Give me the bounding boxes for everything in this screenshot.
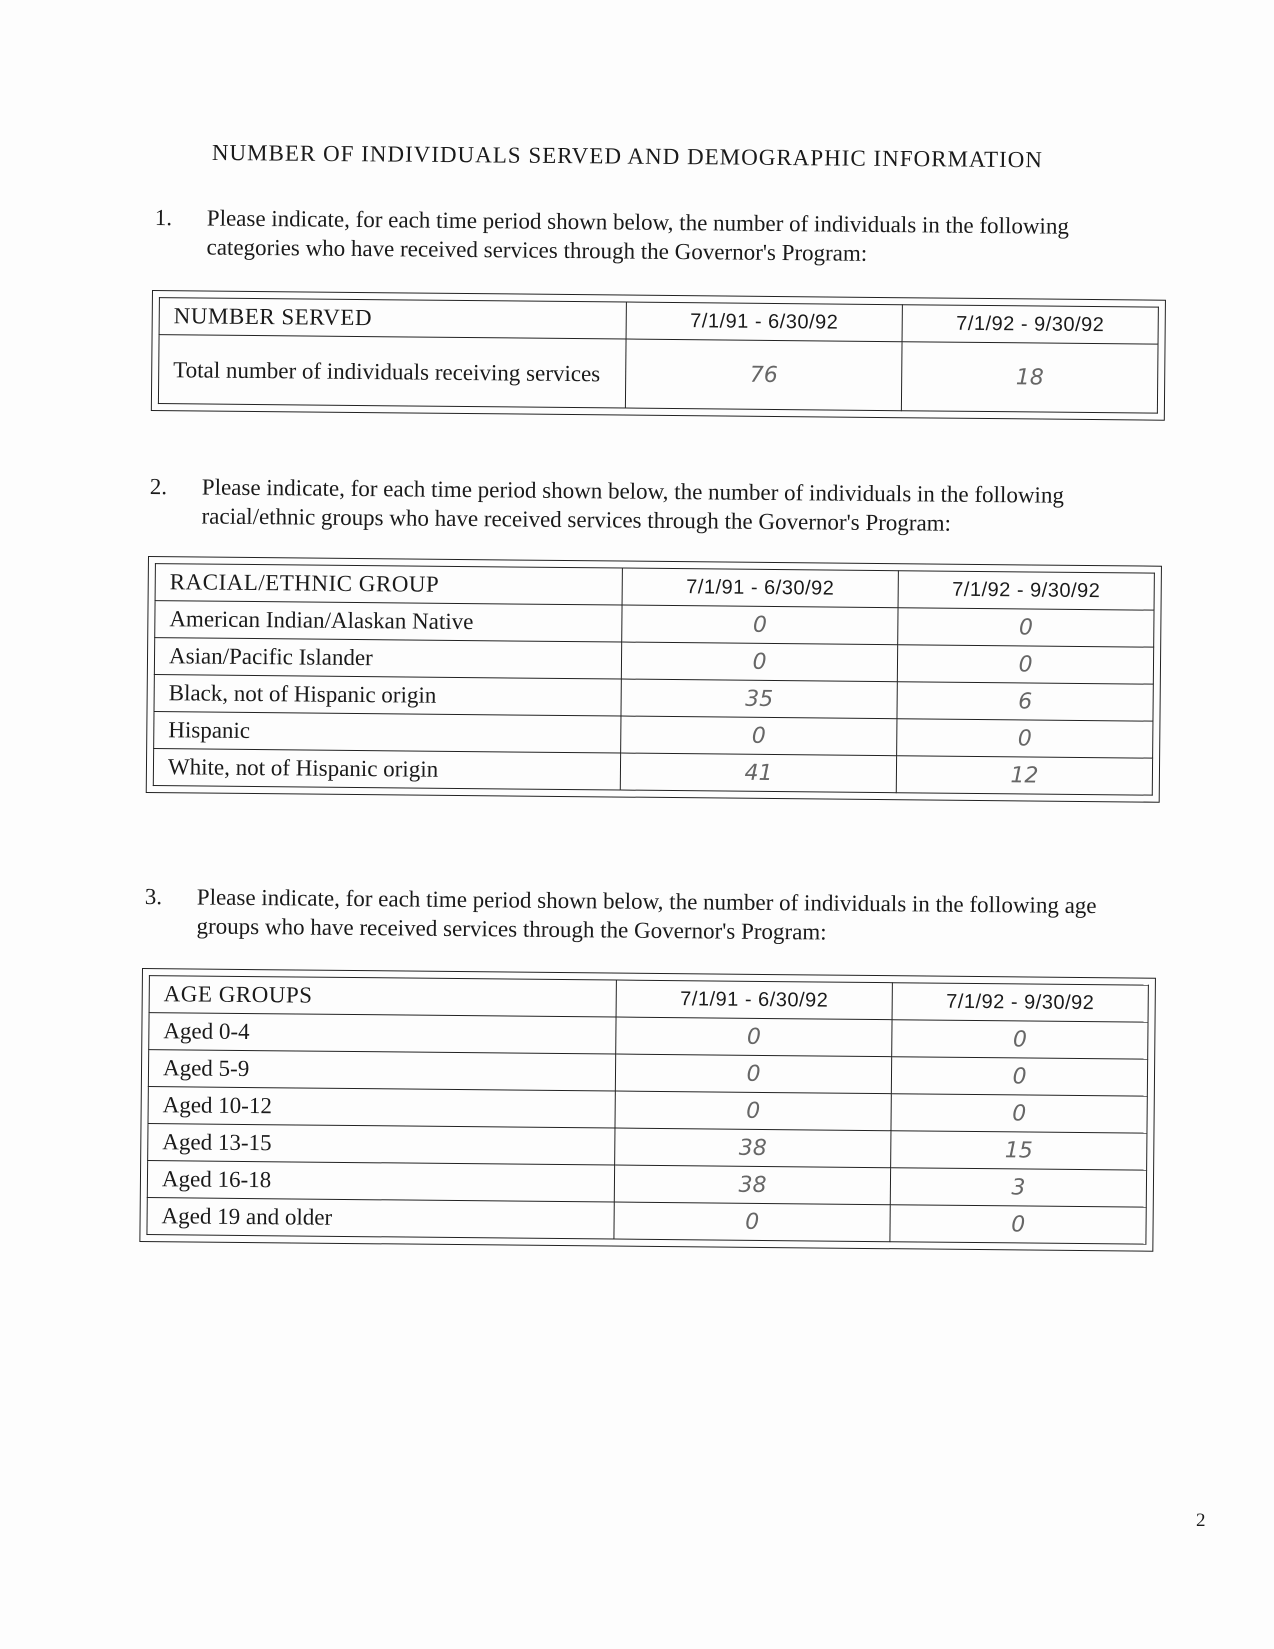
question-number: 3.	[144, 883, 163, 910]
question-text: Please indicate, for each time period shown below, the number of individuals in the following categories who have received services through the Governor's Program:	[206, 205, 1070, 266]
row-label: Asian/Pacific Islander	[154, 638, 621, 679]
handwritten-value: 76	[625, 339, 902, 411]
handwritten-value: 0	[891, 1057, 1147, 1096]
question-text: Please indicate, for each time period shown below, the number of individuals in the following age groups who have received services through the Governor's Program:	[196, 884, 1097, 945]
handwritten-value: 0	[897, 645, 1153, 684]
racial-ethnic-table	[146, 556, 1162, 803]
question-3	[144, 882, 1145, 945]
question-number: 2.	[149, 473, 168, 500]
row-label: Aged 0-4	[149, 1013, 616, 1054]
period-header: 7/1/92 - 9/30/92	[898, 571, 1154, 610]
handwritten-value: 38	[614, 1165, 890, 1205]
row-label: White, not of Hispanic origin	[153, 749, 620, 790]
handwritten-value: 38	[615, 1128, 891, 1168]
handwritten-value: 35	[621, 679, 897, 719]
row-label: American Indian/Alaskan Native	[155, 601, 622, 642]
handwritten-value: 0	[898, 608, 1154, 647]
row-label: Aged 19 and older	[147, 1198, 614, 1239]
handwritten-value: 0	[621, 716, 897, 756]
question-2	[149, 472, 1150, 536]
table-row	[158, 335, 1158, 414]
period-header: 7/1/91 - 6/30/92	[616, 980, 892, 1020]
question-number: 1.	[154, 204, 173, 231]
period-header: 7/1/91 - 6/30/92	[622, 568, 898, 608]
period-header: 7/1/92 - 9/30/92	[892, 983, 1148, 1022]
row-label: Hispanic	[154, 712, 621, 753]
period-header: 7/1/91 - 6/30/92	[626, 302, 902, 342]
handwritten-value: 0	[621, 642, 897, 682]
row-label: Total number of individuals receiving services	[158, 335, 626, 408]
row-label: Aged 16-18	[147, 1161, 614, 1202]
handwritten-value: 0	[890, 1205, 1146, 1244]
page-title: NUMBER OF INDIVIDUALS SERVED AND DEMOGRAPHIC INFORMATION	[211, 140, 1044, 173]
handwritten-value: 12	[896, 756, 1152, 795]
handwritten-value: 0	[891, 1094, 1147, 1133]
question-text: Please indicate, for each time period shown below, the number of individuals in the following racial/ethnic groups who have received services through the Governor's Program:	[201, 474, 1065, 536]
handwritten-value: 15	[891, 1131, 1147, 1170]
row-label: Aged 13-15	[148, 1124, 615, 1165]
number-served-table	[151, 290, 1166, 421]
row-label: Black, not of Hispanic origin	[154, 675, 621, 716]
table-header: RACIAL/ETHNIC GROUP	[155, 564, 622, 605]
age-groups-table	[139, 968, 1156, 1252]
page-number: 2	[1196, 1510, 1206, 1531]
period-header: 7/1/92 - 9/30/92	[902, 305, 1158, 344]
handwritten-value: 0	[615, 1091, 891, 1131]
handwritten-value: 41	[620, 753, 896, 793]
handwritten-value: 0	[892, 1020, 1148, 1059]
handwritten-value: 0	[616, 1017, 892, 1057]
handwritten-value: 0	[897, 719, 1153, 758]
handwritten-value: 18	[902, 342, 1159, 413]
handwritten-value: 0	[622, 605, 898, 645]
question-1	[154, 203, 1155, 266]
handwritten-value: 0	[615, 1054, 891, 1094]
handwritten-value: 6	[897, 682, 1153, 721]
table-header: NUMBER SERVED	[159, 298, 626, 339]
handwritten-value: 3	[890, 1168, 1146, 1207]
handwritten-value: 0	[614, 1202, 890, 1242]
row-label: Aged 5-9	[148, 1050, 615, 1091]
row-label: Aged 10-12	[148, 1087, 615, 1128]
table-header: AGE GROUPS	[149, 976, 616, 1017]
